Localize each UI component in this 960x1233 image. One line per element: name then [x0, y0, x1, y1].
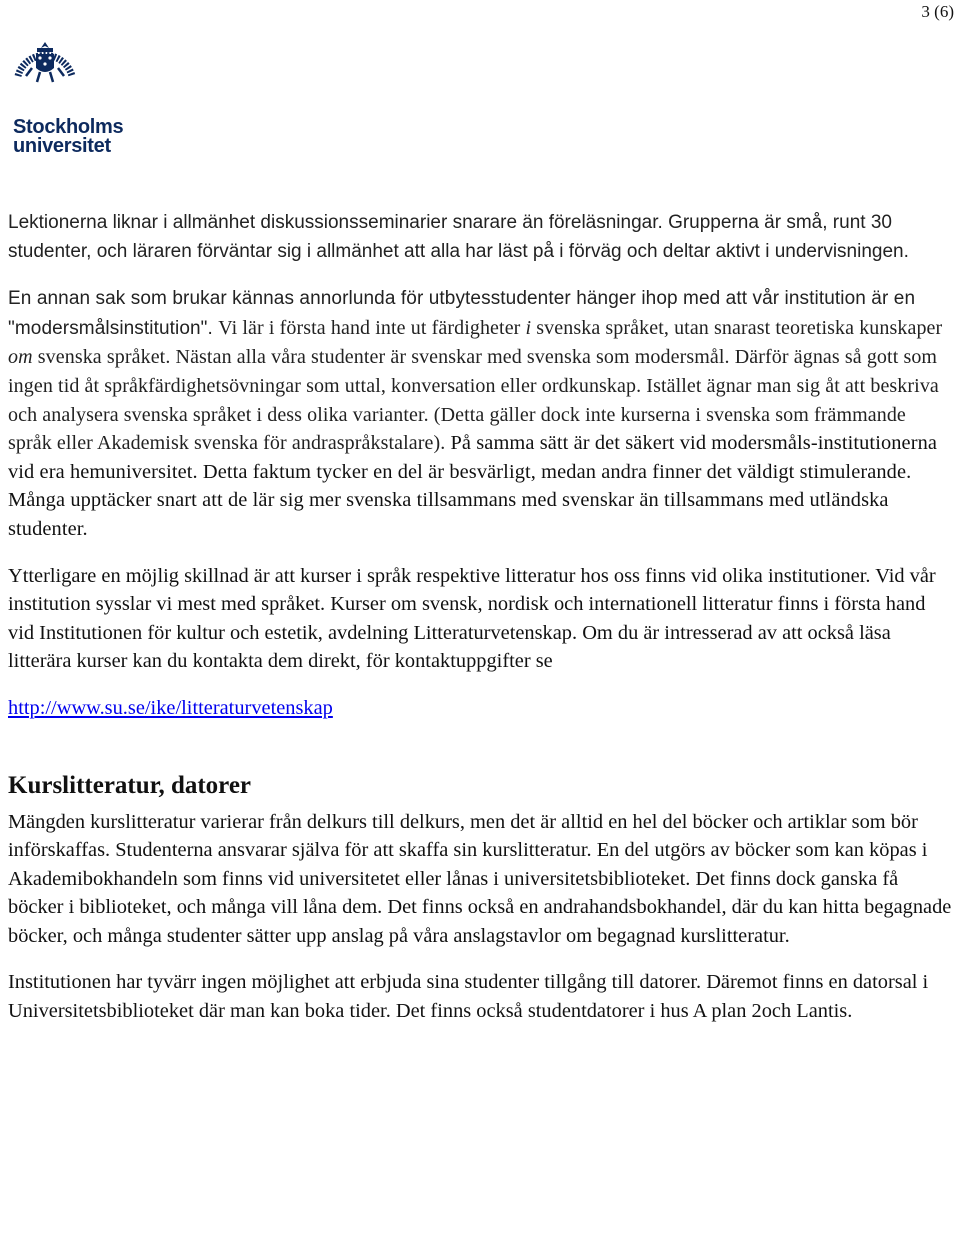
paragraph-datorer: Institutionen har tyvärr ingen möjlighet att erbjuda sina studenter tillgång till datorer. Däremot finns en datorsal i Universitetsbiblioteket där man kan boka tider. Det finns också studentdatorer i hus A plan 2och Lantis. — [8, 971, 929, 1023]
section-heading: Kurslitteratur, datorer — [8, 771, 252, 799]
document-body — [8, 209, 952, 1026]
logo-line-2: universitet — [13, 135, 111, 157]
paragraph-kurslitteratur: Mängden kurslitteratur varierar från delkurs till delkurs, men det är alltid en hel del böcker och artiklar som bör införskaffas. Studenterna ansvarar själva för att skaffa sin kurslitteratur. En del utgörs av böcker som kan köpas i Akademibokhandeln som finns vid universitetet eller lånas i universitetsbiblioteket. Det finns dock ganska få böcker i biblioteket, och många vill låna dem. Det finns också en andrahandsbokhandel, där du kan hitta begagnade böcker, och många studenter sätter upp anslag på våra anslagstavlor om begagnad kurslitteratur. — [8, 810, 952, 947]
university-logo — [6, 28, 132, 157]
link-paragraph — [8, 694, 952, 723]
emphasis-om: om — [8, 346, 33, 369]
paragraph-modersmal — [8, 284, 952, 543]
paragraph-modersmal-part3: svenska språket, utan snarast teoretiska kunskaper — [531, 316, 943, 339]
litteraturvetenskap-link[interactable]: http://www.su.se/ike/litteraturvetenskap — [8, 696, 333, 719]
paragraph-lektionerna: Lektionerna liknar i allmänhet diskussionsseminarier snarare än föreläsningar. Grupperna är små, runt 30 studenter, och läraren förväntar sig i allmänhet att alla har läst på i förväg och deltar aktivt i undervisningen. — [8, 212, 909, 262]
paragraph-modersmal-part2: Vi lär i första hand inte ut färdigheter — [218, 316, 526, 339]
paragraph-modersmal-part5: På samma sätt är det säkert vid modersmåls-institutionerna vid era hemuniversitet. Detta faktum tycker en del är besvärligt, medan andra finner det väldigt stimulerande. Många upptäcker snart att de lär sig mer svenska tillsammans med svenskar än tillsammans med utländska studenter. — [8, 432, 938, 540]
paragraph-modersmal-part4: svenska språket. Nästan alla våra studenter är svenskar med svenska som modersmål. Därför ägnas så gott som ingen tid åt språkfärdighetsövningar som uttal, konversation eller ordkunskap. Istället ägnar man sig åt att beskriva och analysera svenska språket i dess olika varianter. (Detta gäller dock inte kurserna i svenska som främmande språk eller Akademisk svenska för andraspråkstalare). — [8, 346, 939, 455]
paragraph-modersmal-part1: En annan sak som brukar kännas annorlunda för utbytesstudenter hänger ihop med att vår institution är en "modersmålsinstitution". — [8, 288, 916, 339]
university-seal-icon — [10, 28, 80, 88]
paragraph-litteratur: Ytterligare en möjlig skillnad är att kurser i språk respektive litteratur hos oss finns vid olika institutioner. Vid vår institution sysslar vi mest med språket. Kurser om svensk, nordisk och internationell litteratur finns i första hand vid Institutionen för kultur och estetik, avdelning Litteraturvetenskap. Om du är intresserad av att också läsa litterära kurser kan du kontakta dem direkt, för kontaktuppgifter se — [8, 564, 936, 673]
logo-line-1: Stockholms — [13, 116, 124, 138]
page-number: 3 (6) — [921, 2, 954, 21]
emphasis-i: i — [525, 316, 532, 339]
